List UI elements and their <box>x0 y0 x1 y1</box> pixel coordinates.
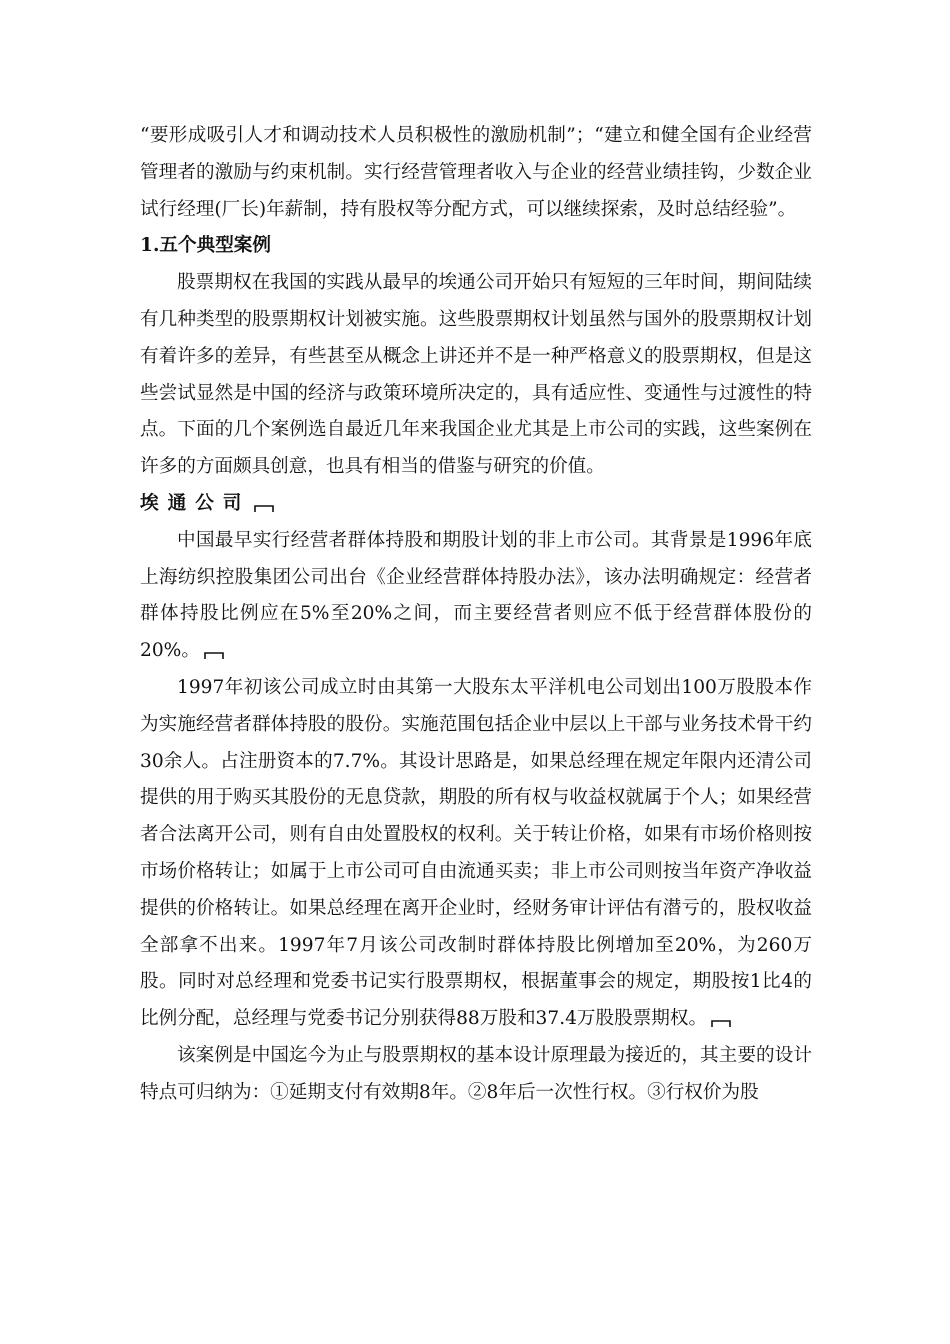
case-heading-text: 埃通公司 <box>140 492 251 514</box>
section-heading: 1.五个典型案例 <box>140 235 271 257</box>
footnote-mark-icon <box>204 650 224 660</box>
case-paragraph-2: 1997年初该公司成立时由其第一大股东太平洋机电公司划出100万股股本作为实施经营者群体持股的股份。实施范围包括企业中层以上干部与业务技术骨干约30余人。占注册资本的7.7%。其设计思路是，如果总经理在规定年限内还清公司提供的用于购买其股份的无息贷款，期股的所有权与收益权就属于个人；如果经营者合法离开公司，则有自由处置股权的权利。关于转让价格，如果有市场价格则按市场价格转让；如属于上市公司可自由流通买卖；非上市公司则按当年资产净收益提供的价格转让。如果总经理在离开企业时，经财务审计评估有潜亏的，股权收益全部拿不出来。1997年7月该公司改制时群体持股比例增加至20%，为260万股。同时对总经理和党委书记实行股票期权，根据董事会的规定，期股按1比4的比例分配，总经理与党委书记分别获得88万股和37.4万股股票期权。 <box>140 676 812 1030</box>
case-heading <box>140 486 812 523</box>
section-paragraph: 股票期权在我国的实践从最早的埃通公司开始只有短短的三年时间，期间陆续有几种类型的股票期权计划被实施。这些股票期权计划虽然与国外的股票期权计划有着许多的差异，有些甚至从概念上讲还并不是一种严格意义的股票期权，但是这些尝试显然是中国的经济与政策环境所决定的，具有适应性、变通性与过渡性的特点。下面的几个案例选自最近几年来我国企业尤其是上市公司的实践，这些案例在许多的方面颇具创意，也具有相当的借鉴与研究的价值。 <box>140 272 812 478</box>
intro-paragraph: “要形成吸引人才和调动技术人员积极性的激励机制”；“建立和健全国有企业经营管理者的激励与约束机制。实行经营管理者收入与企业的经营业绩挂钩，少数企业试行经理(厂长)年薪制，持有股权等分配方式，可以继续探索，及时总结经验”。 <box>140 125 812 220</box>
footnote-mark-icon <box>711 1018 731 1028</box>
case-paragraph-3: 该案例是中国迄今为止与股票期权的基本设计原理最为接近的，其主要的设计特点可归纳为：①延期支付有效期8年。②8年后一次性行权。③行权价为股 <box>140 1044 812 1103</box>
case-paragraph-1: 中国最早实行经营者群体持股和期股计划的非上市公司。其背景是1996年底上海纺织控股集团公司出台《企业经营群体持股办法》，该办法明确规定：经营者群体持股比例应在5%至20%之间，而主要经营者则应不低于经营群体股份的20%。 <box>140 529 812 662</box>
document-page <box>140 118 812 1112</box>
footnote-mark-icon <box>254 503 274 513</box>
